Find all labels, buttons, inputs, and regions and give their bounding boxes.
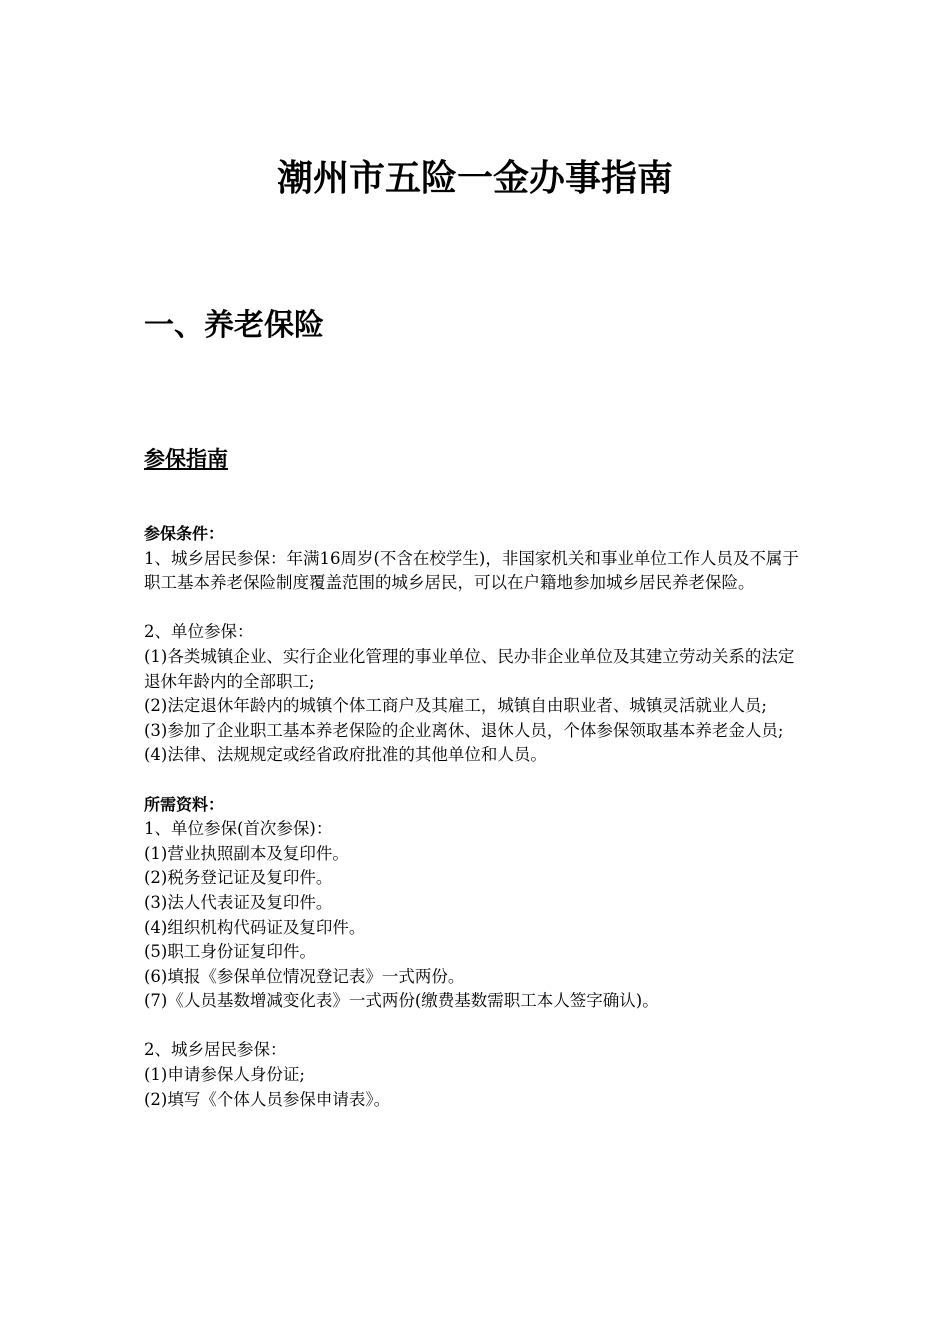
list-item: (2)法定退休年龄内的城镇个体工商户及其雇工，城镇自由职业者、城镇灵活就业人员;	[144, 696, 767, 716]
list-item: (2)税务登记证及复印件。	[144, 868, 333, 888]
list-item: (4)法律、法规规定或经省政府批准的其他单位和人员。	[144, 745, 547, 765]
sub-heading-enrollment-guide: 参保指南	[144, 446, 228, 471]
materials-unit-title: 1、单位参保(首次参保)：	[144, 819, 333, 839]
list-item: (1)营业执照副本及复印件。	[144, 843, 349, 863]
conditions-label: 参保条件：	[144, 524, 225, 543]
paragraph-gap	[144, 768, 808, 793]
materials-label: 所需资料：	[144, 794, 225, 814]
paragraph-gap	[144, 1014, 808, 1039]
list-item: (4)组织机构代码证及复印件。	[144, 917, 366, 937]
section-heading-pension: 一、养老保险	[144, 308, 324, 343]
conditions-item-1: 1、城乡居民参保：年满16周岁(不含在校学生)，非国家机关和事业单位工作人员及不属于职工基本养老保险制度覆盖范围的城乡居民，可以在户籍地参加城乡居民养老保险。	[144, 548, 799, 593]
document-body	[144, 522, 808, 1112]
list-item: (3)法人代表证及复印件。	[144, 892, 333, 912]
list-item: (5)职工身份证复印件。	[144, 942, 316, 962]
paragraph-gap	[144, 596, 808, 621]
materials-resident-title: 2、城乡居民参保：	[144, 1040, 287, 1060]
list-item: (2)填写《个体人员参保申请表》。	[144, 1089, 391, 1109]
list-item: (1)申请参保人身份证;	[144, 1065, 305, 1085]
list-item: (6)填报《参保单位情况登记表》一式两份。	[144, 966, 465, 986]
document-title: 潮州市五险一金办事指南	[276, 157, 673, 199]
list-item: (7)《人员基数增减变化表》一式两份(缴费基数需职工本人签字确认)。	[144, 991, 659, 1011]
list-item: (1)各类城镇企业、实行企业化管理的事业单位、民办非企业单位及其建立劳动关系的法定退休年龄内的全部职工;	[144, 646, 795, 691]
list-item: (3)参加了企业职工基本养老保险的企业离休、退休人员，个体参保领取基本养老金人员;	[144, 720, 784, 740]
conditions-item-2-title: 2、单位参保：	[144, 622, 254, 642]
